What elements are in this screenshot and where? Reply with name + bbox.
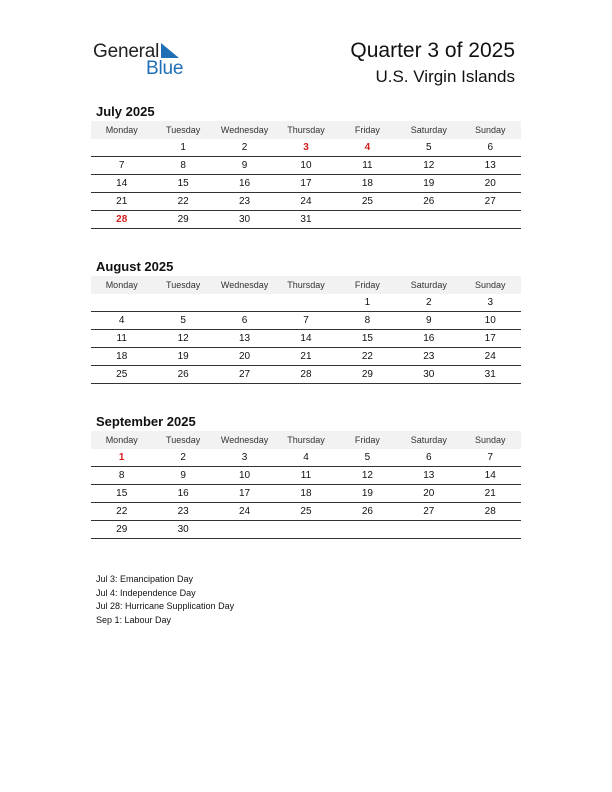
day-cell: 31 xyxy=(300,214,312,225)
week-row xyxy=(91,503,521,521)
day-cell: 10 xyxy=(300,160,312,171)
weekday-label: Sunday xyxy=(474,125,506,135)
day-cell: 17 xyxy=(238,488,251,499)
day-cell: 3 xyxy=(487,297,494,308)
day-cell: 17 xyxy=(300,178,312,189)
day-cell: 15 xyxy=(177,178,189,189)
day-cell: 4 xyxy=(118,315,125,326)
week-row xyxy=(91,485,521,503)
day-cell: 16 xyxy=(238,178,251,189)
day-cell: 3 xyxy=(303,142,309,153)
day-cell: 21 xyxy=(300,351,312,362)
day-cell: 7 xyxy=(118,160,125,171)
weekday-header-row xyxy=(91,431,521,449)
day-cell: 30 xyxy=(423,369,435,380)
logo-triangle-icon xyxy=(159,43,181,59)
weekday-label: Wednesday xyxy=(220,435,269,445)
day-cell: 26 xyxy=(423,196,435,207)
day-cell: 10 xyxy=(484,315,496,326)
month-block xyxy=(91,258,521,384)
day-cell: 12 xyxy=(423,160,435,171)
day-cell: 5 xyxy=(426,142,432,153)
weekday-label: Friday xyxy=(354,435,380,445)
day-cell: 22 xyxy=(361,351,373,362)
logo-general-text: General xyxy=(93,41,160,62)
day-cell: 1 xyxy=(118,452,125,463)
day-cell: 1 xyxy=(364,297,371,308)
day-cell: 9 xyxy=(241,160,248,171)
weekday-label: Tuesday xyxy=(166,280,201,290)
page-title: Quarter 3 of 2025 xyxy=(350,39,515,62)
weekday-label: Thursday xyxy=(287,280,325,290)
page-subtitle: U.S. Virgin Islands xyxy=(375,67,515,86)
day-cell: 9 xyxy=(426,315,432,326)
day-cell: 18 xyxy=(116,351,128,362)
day-cell: 8 xyxy=(118,470,125,481)
day-cell: 7 xyxy=(487,452,494,463)
day-cell: 2 xyxy=(180,452,186,463)
day-cell: 19 xyxy=(177,351,189,362)
day-cell: 2 xyxy=(426,297,432,308)
day-cell: 5 xyxy=(180,315,186,326)
day-cell: 12 xyxy=(177,333,189,344)
day-cell: 5 xyxy=(364,452,371,463)
day-cell: 8 xyxy=(180,160,186,171)
weekday-label: Tuesday xyxy=(166,435,201,445)
week-row xyxy=(91,521,521,539)
month-title: September 2025 xyxy=(96,414,196,429)
week-row xyxy=(91,449,521,467)
week-row xyxy=(91,193,521,211)
day-cell: 27 xyxy=(238,369,251,380)
day-cell: 15 xyxy=(361,333,373,344)
day-cell: 20 xyxy=(484,178,496,189)
day-cell: 9 xyxy=(180,470,186,481)
day-cell: 28 xyxy=(300,369,312,380)
week-row xyxy=(91,175,521,193)
day-cell: 24 xyxy=(484,351,496,362)
holiday-note: Sep 1: Labour Day xyxy=(96,614,172,625)
day-cell: 27 xyxy=(423,506,435,517)
day-cell: 11 xyxy=(116,333,127,344)
weekday-label: Sunday xyxy=(474,280,506,290)
day-cell: 17 xyxy=(484,333,496,344)
day-cell: 15 xyxy=(116,488,128,499)
weekday-label: Sunday xyxy=(474,435,506,445)
day-cell: 26 xyxy=(177,369,189,380)
day-cell: 27 xyxy=(484,196,496,207)
day-cell: 22 xyxy=(177,196,189,207)
day-cell: 3 xyxy=(241,452,248,463)
day-cell: 13 xyxy=(423,470,435,481)
week-row xyxy=(91,312,521,330)
day-cell: 21 xyxy=(484,488,496,499)
day-cell: 20 xyxy=(238,351,251,362)
day-cell: 10 xyxy=(238,470,251,481)
day-cell: 30 xyxy=(238,214,251,225)
day-cell: 23 xyxy=(238,196,251,207)
month-block xyxy=(91,103,521,229)
week-row xyxy=(91,211,521,229)
day-cell: 23 xyxy=(177,506,189,517)
weekday-label: Monday xyxy=(105,435,138,445)
weekday-label: Saturday xyxy=(410,125,447,135)
day-cell: 22 xyxy=(116,506,128,517)
week-row xyxy=(91,366,521,384)
day-cell: 12 xyxy=(361,470,373,481)
weekday-label: Saturday xyxy=(410,280,447,290)
weekday-header-row xyxy=(91,276,521,294)
holiday-note: Jul 4: Independence Day xyxy=(96,587,196,598)
week-row xyxy=(91,157,521,175)
day-cell: 30 xyxy=(177,524,189,535)
weekday-header-row xyxy=(91,121,521,139)
day-cell: 23 xyxy=(423,351,435,362)
week-row xyxy=(91,467,521,485)
day-cell: 19 xyxy=(361,488,373,499)
week-row xyxy=(91,330,521,348)
day-cell: 14 xyxy=(300,333,312,344)
weekday-label: Thursday xyxy=(287,435,325,445)
day-cell: 20 xyxy=(423,488,435,499)
week-row xyxy=(91,348,521,366)
weekday-label: Monday xyxy=(105,125,138,135)
day-cell: 4 xyxy=(364,142,371,153)
day-cell: 25 xyxy=(116,369,128,380)
generalblue-logo xyxy=(93,40,193,80)
week-row xyxy=(91,294,521,312)
weekday-label: Friday xyxy=(354,280,380,290)
day-cell: 28 xyxy=(484,506,496,517)
day-cell: 11 xyxy=(362,160,373,171)
day-cell: 29 xyxy=(361,369,373,380)
holiday-note: Jul 28: Hurricane Supplication Day xyxy=(96,601,235,612)
weekday-label: Monday xyxy=(105,280,138,290)
day-cell: 19 xyxy=(423,178,435,189)
month-block xyxy=(91,413,521,539)
day-cell: 14 xyxy=(116,178,128,189)
weekday-label: Tuesday xyxy=(166,125,201,135)
holiday-notes xyxy=(96,573,234,627)
month-title: July 2025 xyxy=(96,104,155,119)
day-cell: 31 xyxy=(484,369,496,380)
holiday-note: Jul 3: Emancipation Day xyxy=(96,574,194,584)
day-cell: 26 xyxy=(361,506,373,517)
day-cell: 24 xyxy=(238,506,251,517)
day-cell: 6 xyxy=(241,315,248,326)
day-cell: 18 xyxy=(361,178,373,189)
day-cell: 16 xyxy=(423,333,435,344)
day-cell: 29 xyxy=(116,524,128,535)
day-cell: 6 xyxy=(426,452,432,463)
day-cell: 11 xyxy=(300,470,312,481)
day-cell: 13 xyxy=(484,160,496,171)
weekday-label: Wednesday xyxy=(220,125,269,135)
day-cell: 28 xyxy=(116,214,128,225)
day-cell: 25 xyxy=(361,196,373,207)
day-cell: 21 xyxy=(116,196,128,207)
day-cell: 2 xyxy=(241,142,248,153)
day-cell: 16 xyxy=(177,488,189,499)
logo-blue-text: Blue xyxy=(146,58,184,79)
day-cell: 25 xyxy=(300,506,312,517)
month-title: August 2025 xyxy=(96,259,174,274)
day-cell: 24 xyxy=(300,196,312,207)
day-cell: 1 xyxy=(180,142,186,153)
day-cell: 29 xyxy=(177,214,189,225)
day-cell: 13 xyxy=(238,333,251,344)
weekday-label: Saturday xyxy=(410,435,447,445)
weekday-label: Thursday xyxy=(287,125,325,135)
weekday-label: Friday xyxy=(354,125,380,135)
day-cell: 8 xyxy=(364,315,371,326)
weekday-label: Wednesday xyxy=(220,280,269,290)
day-cell: 14 xyxy=(484,470,496,481)
day-cell: 18 xyxy=(300,488,312,499)
day-cell: 7 xyxy=(303,315,309,326)
day-cell: 6 xyxy=(487,142,494,153)
day-cell: 4 xyxy=(303,452,309,463)
week-row xyxy=(91,139,521,157)
